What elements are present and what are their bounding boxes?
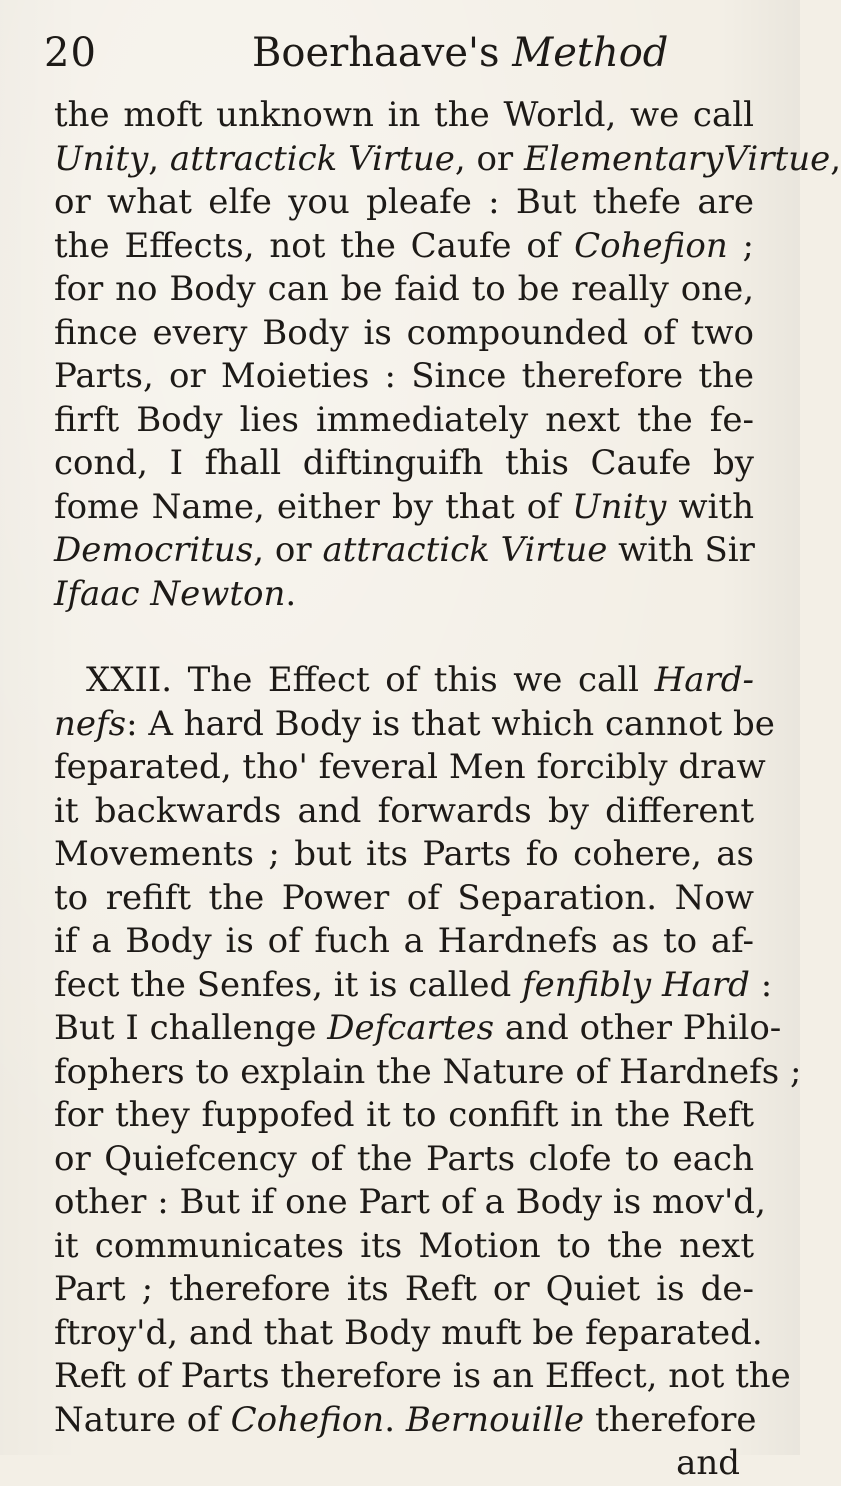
- text-line: fince every Body is compounded of two: [54, 312, 754, 353]
- text-line: Movements ; but its Parts fo cohere, as: [54, 834, 754, 874]
- page-number: 20: [44, 30, 97, 76]
- text-line: if a Body is of fuch a Hardnefs as to af-: [54, 921, 754, 961]
- catchword: and: [676, 1443, 740, 1483]
- paragraph-1: [54, 94, 841, 616]
- text-line: Ifaac Newton.: [54, 573, 297, 614]
- text-line: feparated, tho' feveral Men forcibly draw: [54, 747, 766, 787]
- text-line: Unity, attractick Virtue, or ElementaryVirtue,: [54, 138, 841, 179]
- text-line: Part ; therefore its Reft or Quiet is de-: [54, 1269, 754, 1309]
- text-line: But I challenge Defcartes and other Philo-: [54, 1008, 782, 1048]
- text-line: firft Body lies immediately next the fe-: [54, 399, 754, 440]
- paragraph-2: [54, 659, 802, 1442]
- body-text: [54, 94, 841, 1486]
- text-line: nefs: A hard Body is that which cannot be: [54, 703, 775, 744]
- text-line: fect the Senfes, it is called fenfibly Hard :: [54, 964, 773, 1005]
- text-line: fome Name, either by that of Unity with: [54, 486, 754, 527]
- text-line: XXII. The Effect of this we call Hard-: [86, 660, 754, 700]
- running-head: [252, 30, 668, 76]
- text-line: ftroy'd, and that Body muft be feparated.: [54, 1312, 763, 1353]
- page-header: [44, 30, 740, 86]
- text-line: Parts, or Moieties : Since therefore the: [54, 356, 754, 396]
- text-line: for no Body can be faid to be really one,: [54, 269, 754, 309]
- text-line: other : But if one Part of a Body is mov'd,: [54, 1182, 766, 1222]
- text-line: the moft unknown in the World, we call: [54, 95, 754, 135]
- text-line: to refift the Power of Separation. Now: [54, 877, 754, 918]
- running-head-author: Boerhaave's: [252, 30, 513, 76]
- text-line: fophers to explain the Nature of Hardnefs ;: [54, 1051, 802, 1092]
- text-line: for they fuppofed it to confift in the Reft: [54, 1095, 754, 1135]
- text-line: Reft of Parts therefore is an Effect, not the: [54, 1356, 791, 1396]
- text-line: it communicates its Motion to the next: [54, 1225, 754, 1266]
- text-line: Democritus, or attractick Virtue with Sir: [54, 530, 755, 570]
- text-line: or Quiefcency of the Parts clofe to each: [54, 1138, 754, 1179]
- text-line: it backwards and forwards by different: [54, 790, 754, 831]
- text-line: Nature of Cohefion. Bernouille therefore: [54, 1399, 757, 1440]
- text-line: or what elfe you pleafe : But thefe are: [54, 182, 754, 222]
- paragraph-gap: [54, 616, 754, 659]
- running-head-title: Method: [512, 30, 669, 76]
- text-line: the Effects, not the Caufe of Cohefion ;: [54, 225, 754, 266]
- text-line: cond, I fhall diftinguifh this Caufe by: [54, 443, 754, 483]
